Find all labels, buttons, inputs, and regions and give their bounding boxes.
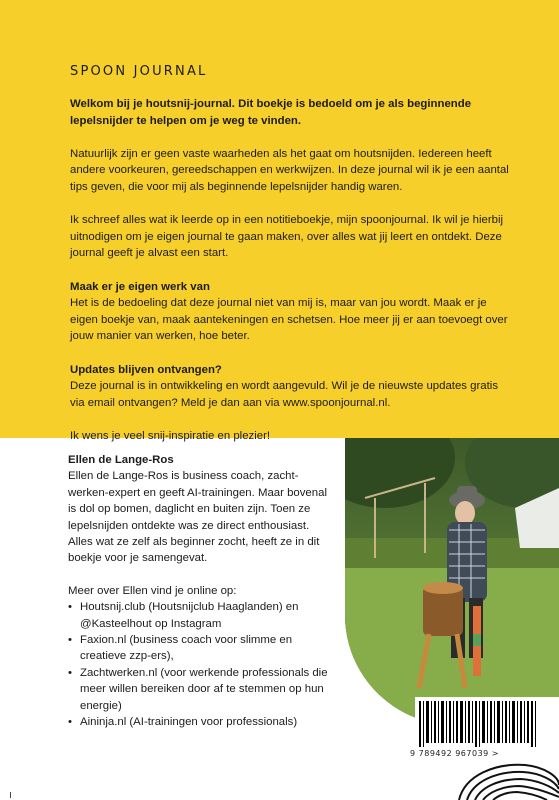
online-intro: Meer over Ellen vind je online op: <box>68 584 237 597</box>
bullet: • <box>68 666 72 679</box>
heading-updates: Updates blijven ontvangen? <box>70 363 222 376</box>
closing-line: Ik wens je veel snij-inspiratie en plezier! <box>70 429 271 442</box>
intro-paragraph-1: Natuurlijk zijn er geen vaste waarheden als het gaat om houtsnijden. Iedereen heeft andere voorkeuren, gereedschappen en werkwijzen. In deze journal wil ik je een aantal tips geven, die voor mij als beginnende lepelsnijder handig waren. <box>70 147 509 193</box>
heading-own-work: Maak er je eigen werk van <box>70 280 210 293</box>
brand-title: SPOON JOURNAL <box>70 64 208 79</box>
welcome-paragraph: Welkom bij je houtsnij-journal. Dit boekje is bedoeld om je als beginnende lepelsnijder te helpen om je weg te vinden. <box>70 98 472 127</box>
bullet: • <box>68 634 72 647</box>
updates-paragraph: Deze journal is in ontwikkeling en wordt aangevuld. Wil je de nieuwste updates gratis via email ontvangen? Meld je dan aan via www.spoonjournal.nl. <box>70 380 499 409</box>
barcode-digits: 9 789492 967039 > <box>410 749 499 758</box>
wood-grain-decoration <box>455 755 559 800</box>
online-links-list <box>68 599 330 730</box>
link-faxion[interactable]: • Faxion.nl (business coach voor slimme en creatieve zzp-ers), <box>68 634 293 663</box>
author-name: Ellen de Lange-Ros <box>68 454 174 466</box>
link-houtsnij[interactable]: • Houtsnij.club (Houtsnijclub Haaglanden) en @Kasteelhout op Instagram <box>68 601 299 630</box>
author-photo <box>345 438 559 725</box>
own-work-paragraph: Het is de bedoeling dat deze journal niet van mij is, maar van jou wordt. Maak er je eigen boekje van, maak aantekeningen en schetsen. Hoe meer jij er aan toevoegt over jouw manier van werken, hoe beter. <box>70 297 508 343</box>
page-mark <box>10 792 11 798</box>
barcode <box>415 697 559 749</box>
author-description: Ellen de Lange-Ros is business coach, zacht-werken-expert en geeft AI-trainingen. Maar bovenal is dol op bomen, daglicht en buiten zijn. Toen ze lepelsnijden ontdekte was ze direct enthousiast. Alles wat ze zelf als beginner zocht, heeft ze in dit boekje voor je samengevat. <box>68 470 327 565</box>
author-bio <box>68 452 330 731</box>
link-aininja[interactable]: • Aininja.nl (AI-trainingen voor professionals) <box>68 714 330 730</box>
intro-text <box>70 96 510 461</box>
bullet: • <box>68 716 72 729</box>
link-zachtwerken[interactable]: • Zachtwerken.nl (voor werkende professionals die meer willen bereiken door af te stemmen op hun energie) <box>68 666 328 712</box>
bullet: • <box>68 601 72 614</box>
intro-paragraph-2: Ik schreef alles wat ik leerde op in een notitieboekje, mijn spoonjournal. Ik wil je hierbij uitnodigen om je eigen journal te gaan maken, over alles wat jij leert en ontdekt. Deze journal geeft je alvast een start. <box>70 214 504 260</box>
